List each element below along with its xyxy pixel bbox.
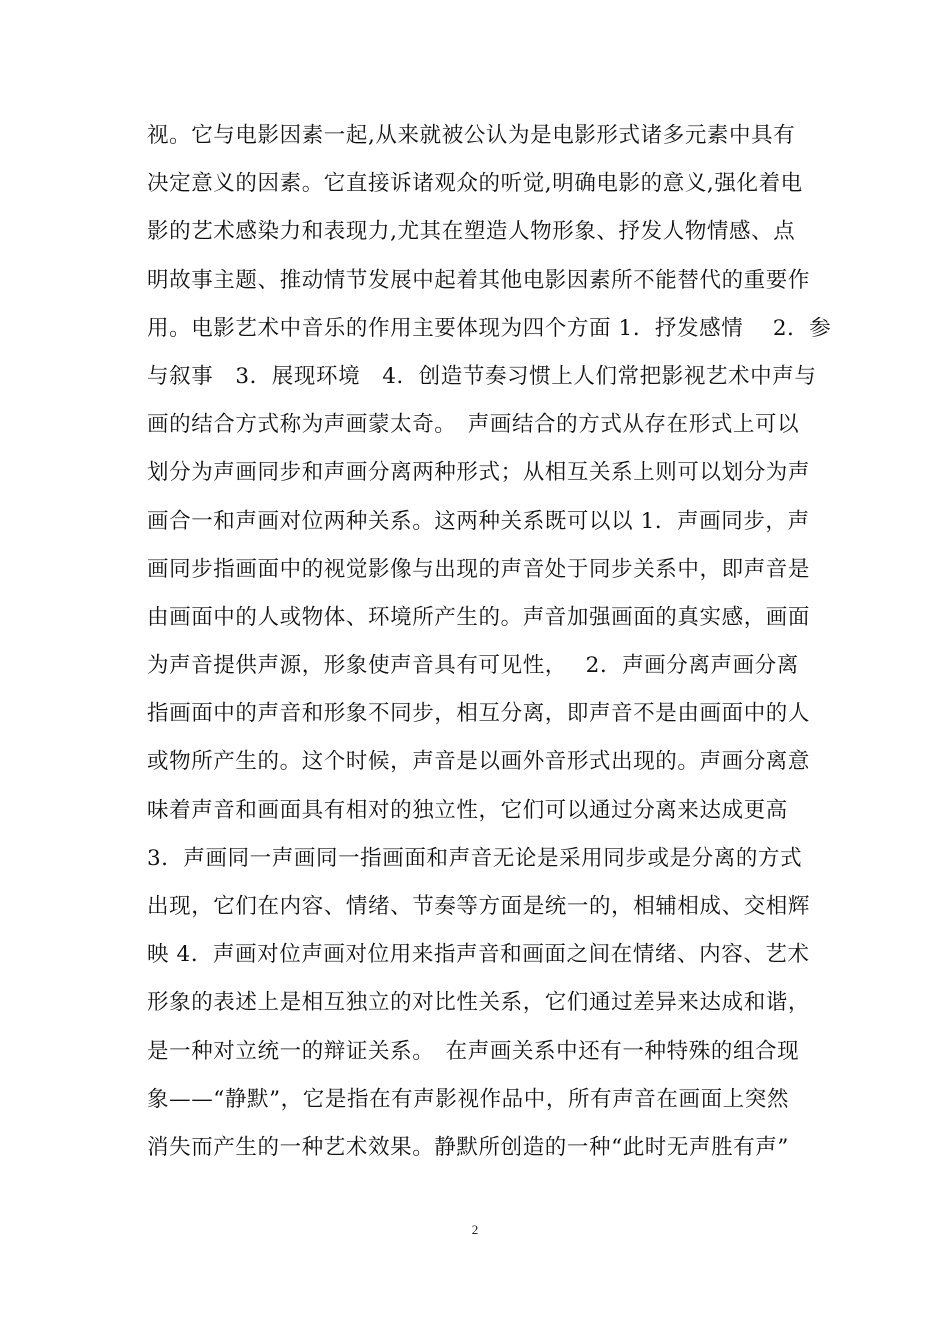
text-line: 为声音提供声源，形象使声音具有可见性， 2．声画分离声画分离 xyxy=(147,653,799,679)
text-line: 用。电影艺术中音乐的作用主要体现为四个方面 1．抒发感情 2．参 xyxy=(147,315,832,341)
page-number: 2 xyxy=(471,1222,479,1237)
text-line: 视。它与电影因素一起,从来就被公认为是电影形式诸多元素中具有 xyxy=(147,123,796,148)
text-line: 影的艺术感染力和表现力,尤其在塑造人物形象、抒发人物情感、点 xyxy=(147,219,796,245)
text-line: 画合一和声画对位两种关系。这两种关系既可以以 1．声画同步，声 xyxy=(147,508,810,534)
text-line: 由画面中的人或物体、环境所产生的。声音加强画面的真实感，画面 xyxy=(147,604,811,630)
text-line: 画同步指画面中的视觉影像与出现的声音处于同步关系中，即声音是 xyxy=(147,556,811,582)
text-line: 与叙事 3．展现环境 4．创造节奏习惯上人们常把影视艺术中声与 xyxy=(147,363,817,389)
text-line: 明故事主题、推动情节发展中起着其他电影因素所不能替代的重要作 xyxy=(147,267,811,293)
text-line: 形象的表述上是相互独立的对比性关系，它们通过差异来达成和谐， xyxy=(147,990,811,1016)
text-line: 消失而产生的一种艺术效果。静默所创造的一种“此时无声胜有声” xyxy=(147,1134,789,1160)
text-line: 决定意义的因素。它直接诉诸观众的听觉,明确电影的意义,强化着电 xyxy=(147,171,803,197)
text-line: 指画面中的声音和形象不同步，相互分离，即声音不是由画面中的人 xyxy=(147,701,811,727)
text-line: 画的结合方式称为声画蒙太奇。 声画结合的方式从存在形式上可以 xyxy=(147,412,800,438)
text-line: 或物所产生的。这个时候，声音是以画外音形式出现的。声画分离意 xyxy=(147,749,811,775)
text-line: 出现，它们在内容、情绪、节奏等方面是统一的，相辅相成、交相辉 xyxy=(147,894,811,919)
text-line: 划分为声画同步和声画分离两种形式；从相互关系上则可以划分为声 xyxy=(147,460,811,486)
text-line: 映 4．声画对位声画对位用来指声音和画面之间在情绪、内容、艺术 xyxy=(147,942,810,968)
body-text xyxy=(147,112,832,1172)
text-line: 象——“静默”，它是指在有声影视作品中，所有声音在画面上突然 xyxy=(147,1086,789,1112)
text-line: 3．声画同一声画同一指画面和声音无论是采用同步或是分离的方式 xyxy=(147,845,803,871)
text-line: 味着声音和画面具有相对的独立性，它们可以通过分离来达成更高 xyxy=(147,797,788,823)
text-line: 是一种对立统一的辩证关系。 在声画关系中还有一种特殊的组合现 xyxy=(147,1038,800,1064)
